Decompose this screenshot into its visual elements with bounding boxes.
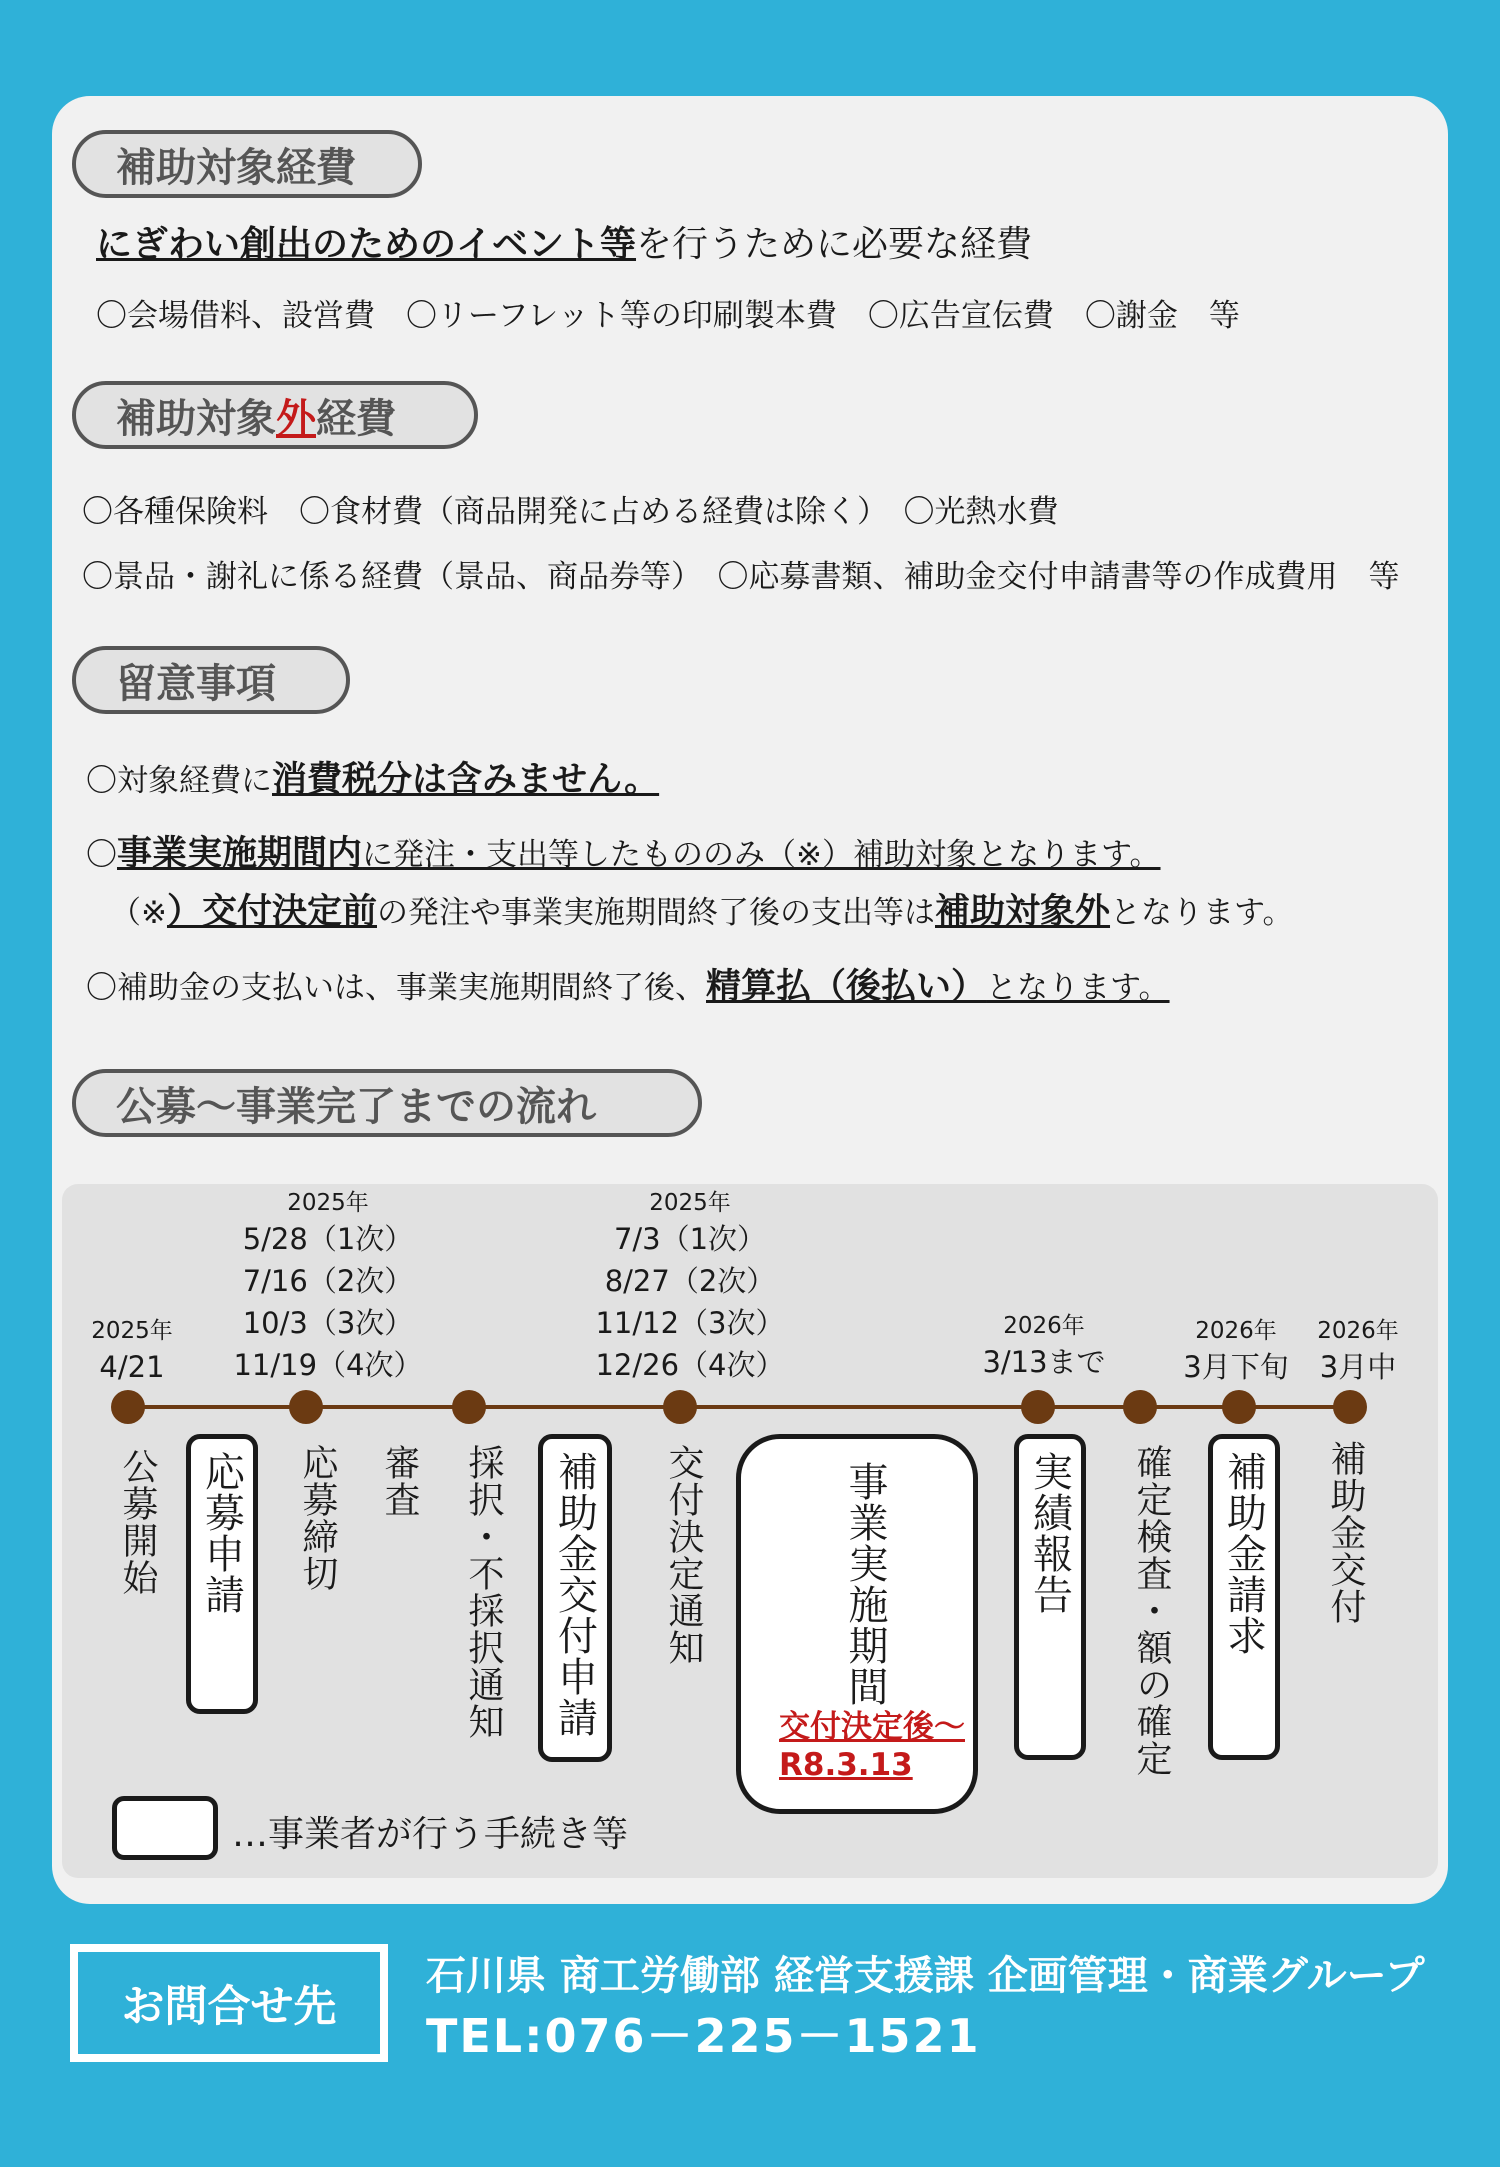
- eligible-heading: [72, 130, 422, 198]
- date-deadline-4: 11/19（4次）: [233, 1348, 423, 1382]
- eligible-lead-emphasis: にぎわい創出のためのイベント等: [96, 224, 637, 265]
- step-claim: 補助金請求: [1220, 1451, 1267, 1656]
- contact-label: お問合せ先: [121, 1981, 337, 2032]
- step-inspection: 確定検査・額の確定: [1131, 1444, 1172, 1777]
- note-2-emphasis: 事業実施期間内: [117, 834, 363, 874]
- note-3-emphasis-1: ）交付決定前: [166, 892, 377, 932]
- note-4-emphasis: 精算払（後払い）: [706, 967, 987, 1007]
- step-decision-notice: 交付決定通知: [663, 1444, 704, 1666]
- date-claim-day: 3月下旬: [1183, 1350, 1289, 1384]
- note-3-post: となります。: [1110, 895, 1294, 931]
- date-claim-year: 2026年: [1195, 1318, 1277, 1344]
- timeline-dot: [1021, 1390, 1055, 1424]
- date-report-day: 3/13まで: [982, 1345, 1106, 1379]
- date-report-year: 2026年: [1003, 1313, 1085, 1339]
- note-1-emphasis: 消費税分は含みません。: [272, 760, 660, 800]
- timeline-dot: [1123, 1390, 1157, 1424]
- note-2: [86, 826, 1161, 876]
- date-decision: [595, 1188, 784, 1386]
- date-start-day: 4/21: [99, 1350, 165, 1384]
- date-deadline-year: 2025年: [287, 1190, 369, 1216]
- note-3-emphasis-2: 補助対象外: [935, 892, 1111, 932]
- eligible-lead-rest: を行うために必要な経費: [636, 224, 1033, 265]
- note-1: [86, 752, 659, 802]
- date-deadline-1: 5/28（1次）: [242, 1222, 414, 1256]
- ineligible-heading-red: 外: [276, 395, 316, 442]
- date-report: [982, 1311, 1105, 1383]
- date-deadline-3: 10/3（3次）: [242, 1306, 414, 1340]
- contact-tel[interactable]: TEL:076－225－1521: [426, 2009, 981, 2063]
- note-2-rest: に発注・支出等したもののみ（※）補助対象となります。: [362, 837, 1161, 873]
- step-payment: 補助金交付: [1325, 1440, 1366, 1625]
- timeline-dot: [111, 1390, 145, 1424]
- date-deadline: [233, 1188, 422, 1386]
- flow-heading-text: 公募～事業完了までの流れ: [116, 1083, 596, 1130]
- note-2-circle: 〇: [86, 837, 117, 873]
- date-start-year: 2025年: [91, 1318, 173, 1344]
- step-report-box: [1014, 1434, 1086, 1760]
- ineligible-line-1: 〇各種保険料 〇食材費（商品開発に占める経費は除く） 〇光熱水費: [82, 494, 1059, 530]
- notes-heading: [72, 646, 350, 714]
- step-deadline: 応募締切: [297, 1444, 338, 1592]
- note-3-mid: の発注や事業実施期間終了後の支出等は: [377, 895, 935, 931]
- date-decision-year: 2025年: [649, 1190, 731, 1216]
- date-deadline-2: 7/16（2次）: [242, 1264, 414, 1298]
- ineligible-line-2: 〇景品・謝礼に係る経費（景品、商品券等） 〇応募書類、補助金交付申請書等の作成費用 等: [82, 559, 1400, 595]
- timeline-dot: [1333, 1390, 1367, 1424]
- step-selection-notice: 採択・不採択通知: [463, 1444, 504, 1740]
- step-claim-box: [1208, 1434, 1280, 1760]
- step-review: 審査: [379, 1444, 420, 1518]
- ineligible-heading: [72, 381, 478, 449]
- date-pay-day: 3月中: [1319, 1350, 1397, 1384]
- project-period-note-1: 交付決定後～: [779, 1709, 965, 1745]
- date-claim: [1183, 1316, 1288, 1388]
- legend-text: …事業者が行う手続き等: [232, 1814, 629, 1855]
- step-project-period: 事業実施期間: [842, 1461, 888, 1707]
- note-3: [110, 884, 1294, 934]
- project-period-note-2: R8.3.13: [779, 1747, 913, 1783]
- note-4-post: となります。: [986, 970, 1170, 1006]
- step-report: 実績報告: [1026, 1451, 1073, 1615]
- timeline-dot: [289, 1390, 323, 1424]
- legend-box: [112, 1796, 218, 1860]
- step-apply-box: [186, 1434, 258, 1714]
- notes-heading-text: 留意事項: [116, 660, 276, 707]
- note-4: [86, 959, 1170, 1009]
- timeline-dot: [1222, 1390, 1256, 1424]
- step-grant-application: 補助金交付申請: [551, 1451, 598, 1738]
- note-3-pre: （※: [110, 895, 167, 931]
- date-decision-1: 7/3（1次）: [613, 1222, 767, 1256]
- ineligible-heading-post: 経費: [316, 395, 396, 442]
- date-pay-year: 2026年: [1317, 1318, 1399, 1344]
- date-start: [91, 1316, 173, 1388]
- eligible-heading-text: 補助対象経費: [116, 144, 356, 191]
- timeline-dot: [663, 1390, 697, 1424]
- step-grant-application-box: [538, 1434, 612, 1762]
- contact-org: 石川県 商工労働部 経営支援課 企画管理・商業グループ: [426, 1953, 1425, 1999]
- step-apply: 応募申請: [198, 1451, 245, 1615]
- step-start: 公募開始: [117, 1448, 158, 1596]
- eligible-items: 〇会場借料、設営費 〇リーフレット等の印刷製本費 〇広告宣伝費 〇謝金 等: [96, 298, 1240, 334]
- date-decision-4: 12/26（4次）: [595, 1348, 785, 1382]
- date-pay: [1317, 1316, 1399, 1388]
- date-decision-2: 8/27（2次）: [604, 1264, 776, 1298]
- note-1-pre: 〇対象経費に: [86, 763, 272, 799]
- step-project-period-box: [736, 1434, 978, 1814]
- date-decision-3: 11/12（3次）: [595, 1306, 785, 1340]
- flow-heading: [72, 1069, 702, 1137]
- eligible-lead: [96, 216, 1032, 267]
- note-4-pre: 〇補助金の支払いは、事業実施期間終了後、: [86, 970, 706, 1006]
- ineligible-heading-pre: 補助対象: [116, 395, 276, 442]
- contact-label-box: [70, 1944, 388, 2062]
- timeline-dot: [452, 1390, 486, 1424]
